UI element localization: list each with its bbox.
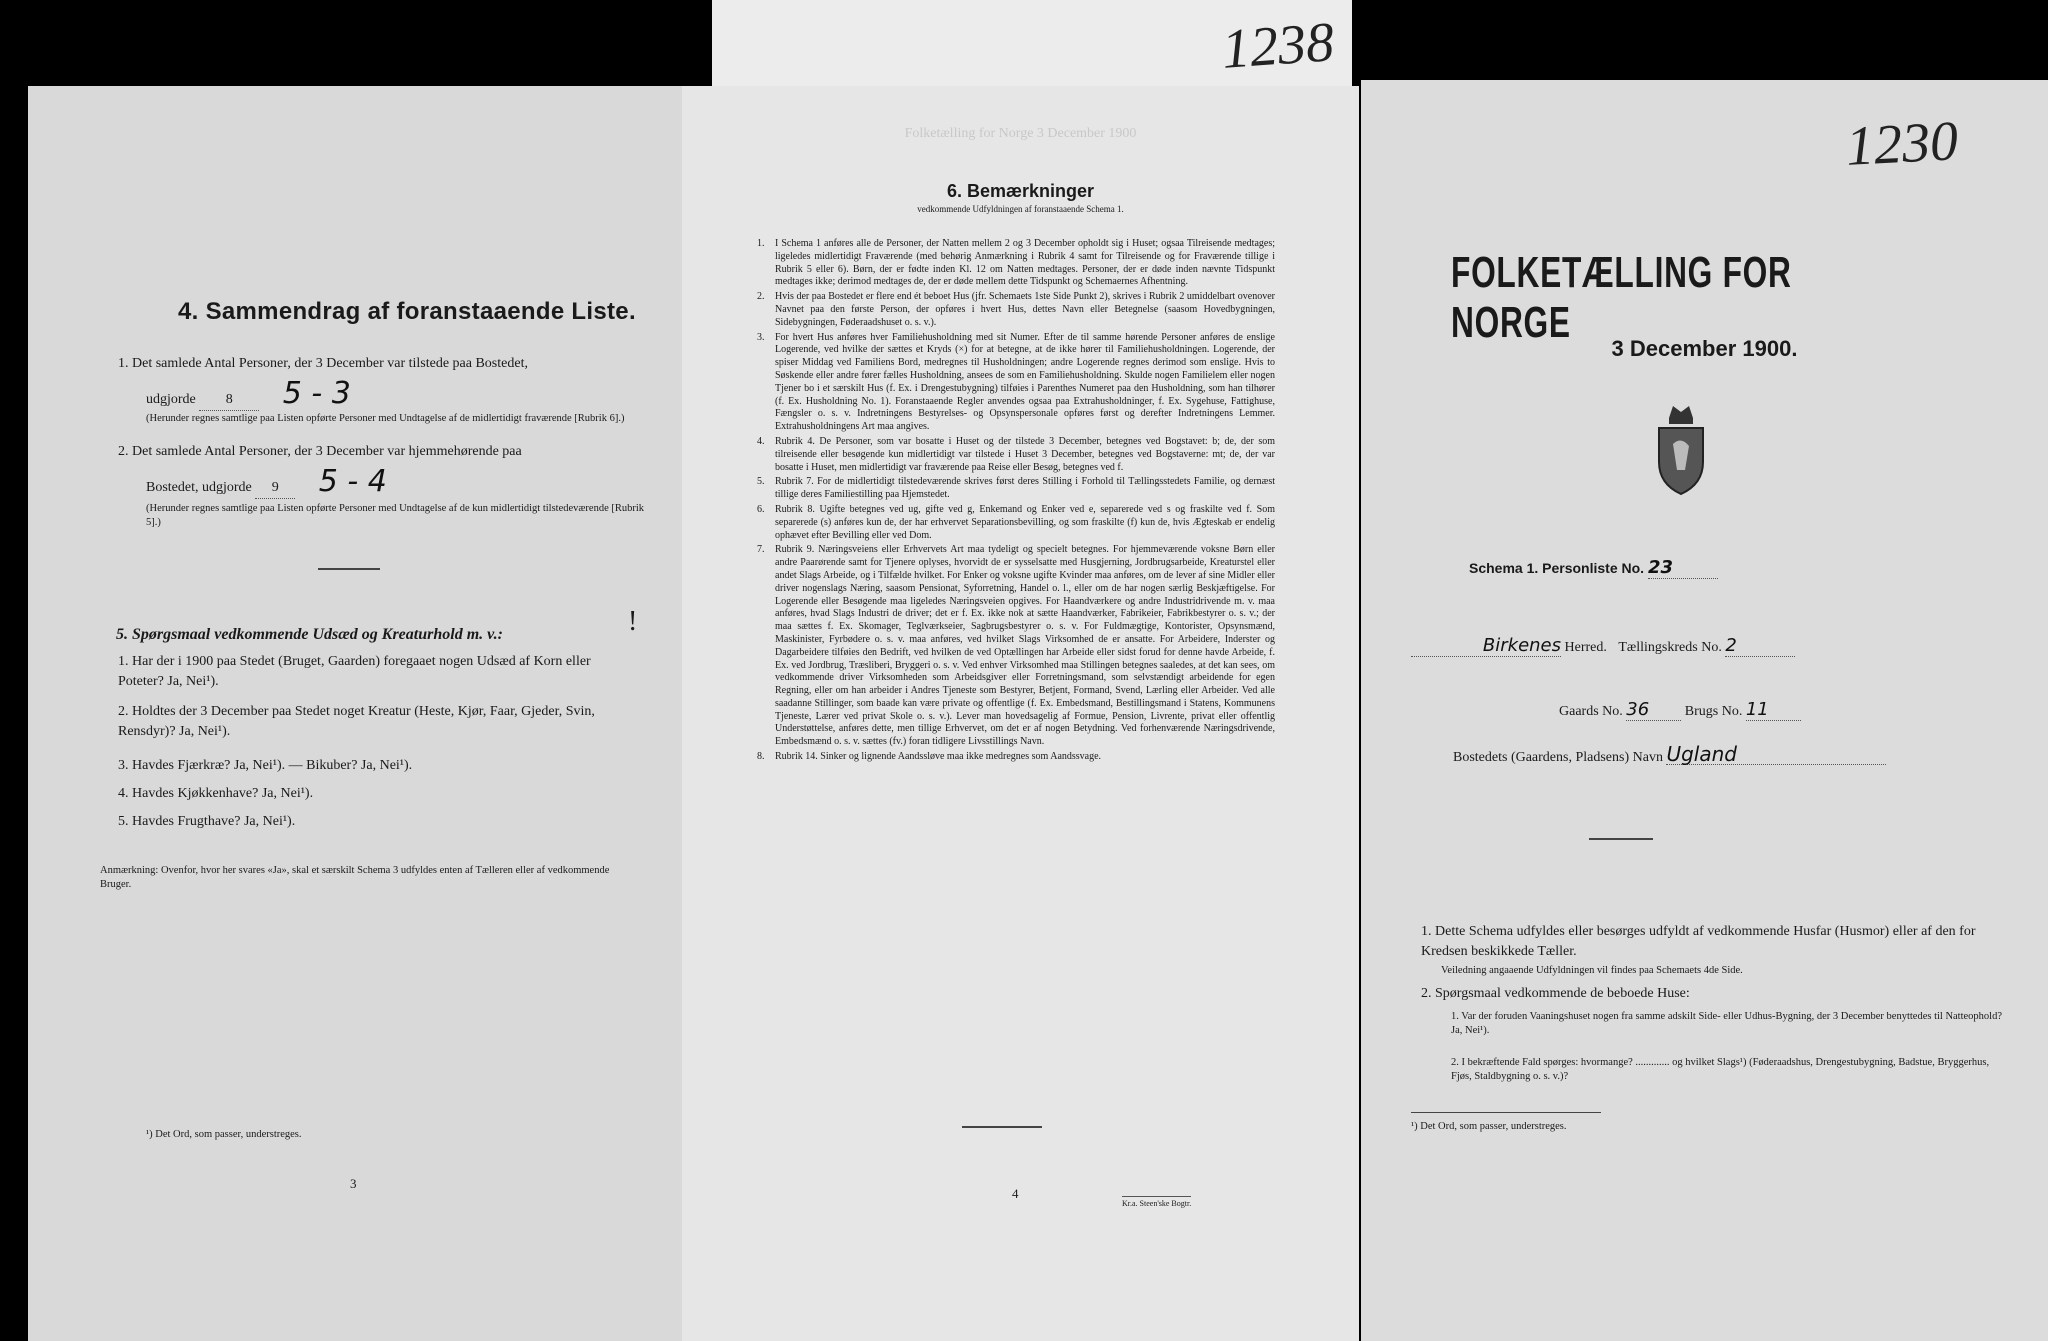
form-date: 3 December 1900. <box>1611 336 1798 361</box>
item1-note: (Herunder regnes samtlige paa Listen opførte Personer med Undtagelse af de midlertidigt fraværende [Rubrik 6].) <box>146 413 625 424</box>
bosted-label: Bostedets (Gaardens, Pladsens) Navn <box>1453 750 1663 765</box>
herred-line <box>1411 636 1981 658</box>
schema-value: 23 <box>1648 558 1718 579</box>
remark: Anmærkning: Ovenfor, hvor her svares «Ja», skal et særskilt Schema 3 udfyldes enten af Tælleren eller af vedkommende Bruger. <box>100 865 610 890</box>
kreds-label: Tællingskreds No. <box>1618 640 1722 655</box>
section5-title: 5. Spørgsmaal vedkommende Udsæd og Kreaturhold m. v.: <box>116 626 503 643</box>
remark-item: 7. Rubrik 9. Næringsveiens eller Erhvervets Art maa tydeligt og specielt betegnes. For hjemmeværende voksne Børn eller andre Paarørende samt for Tjenere oplyses, hvorvidt de er sysselsatte med Husgjerning, Jordbrugsarbeide, Kreaturstel eller andet Slags Arbeide, og i Tilfælde hvilket. For Enker og voksne ugifte Kvinder maa anføres, om de lever af sine Midler eller driver nogenslags Næring, saasom Pensionat, Syforretning, Handel o. l., eller om de har nogen særlig Beskjæftigelse. For Logerende eller Besøgende maa ligeledes Næringsveien opgives. For Haandværkere og andre Industridrivende m. v. maa anføres, hvad Slags Industri de driver; det er f. Ex. ikke nok at sætte Haandværker, Fabrikeier, Fabrikbestyrer o. s. v.; der maa sættes f. Ex. Skomager, Teglværkseier, Sagbrugsbestyrer o. s. v. For Fuldmægtige, Kontorister, Opsynsmænd, Maskinister, Fyrbødere o. s. v. maa anføres, ved hvilket Slags Virksomhed de er ansatte. For Arbeidere, Inderster og Dagarbeidere tilføies den Bedrift, ved hvilken de ved Optællingen har Arbeide eller sidst forud for denne havde Arbeide, f. Ex. ved Jordbrug, Træsliberi, Bryggeri o. s. v. Ved enhver Virksomhed maa Stillingen betegnes saaledes, at det kan sees, om vedkommende driver Virksomheden som Arbeidsgiver eller Forretningsmand, som selvstændigt arbeidende for egen Regning, eller om han arbeider i Andres Tjeneste som Bestyrer, Betjent, Formand, Svend, Lærling eller Arbeider. Ved alle saadanne Stillinger, som baade kan være private og offentlige (f. Ex. Embedsmand, Bestillingsmand i Statens, Kommunens Tjeneste, Lærer ved privat Skole o. s. v.). Lever man hovedsagelig af Formue, Pension, Livrente, privat eller offentlig Understøttelse, anføres dette, men tillige Erhvervet, om det er af nogen Betydning. Ved forhenværende Næringsdrivende, Embedsmænd o. s. v. sættes (fv.) foran tidligere Livsstillings Navn. <box>757 544 1275 748</box>
instruction-1-note: Veiledning angaaende Udfyldningen vil findes paa Schemaets 4de Side. <box>1441 965 1743 976</box>
right-page <box>1361 80 2048 1341</box>
gaards-value: 36 <box>1626 700 1681 721</box>
item2-hand-value: 5 - 4 <box>318 464 387 499</box>
middle-page <box>682 86 1359 1341</box>
instruction-1: 1. Dette Schema udfyldes eller besørges udfyldt af vedkommende Husfar (Husmor) eller af den for Kredsen beskikkede Tæller. <box>1421 924 1976 959</box>
left-page <box>28 86 683 1341</box>
herred-label: Herred. <box>1564 640 1607 655</box>
archive-ref-top: 1238 <box>1219 11 1337 81</box>
divider <box>962 1126 1042 1128</box>
bosted-value: Ugland <box>1666 744 1886 765</box>
divider <box>318 568 380 570</box>
item2-line1: 2. Det samlede Antal Personer, der 3 December var hjemmehørende paa <box>118 444 522 459</box>
footnote: ¹) Det Ord, som passer, understreges. <box>146 1129 302 1140</box>
archive-ref-corner: 1230 <box>1844 110 1960 178</box>
faded-header: Folketælling for Norge 3 December 1900 <box>904 126 1137 141</box>
footnote-rule <box>1411 1112 1601 1113</box>
remark-item: 1. I Schema 1 anføres alle de Personer, der Natten mellem 2 og 3 December opholdt sig i Huset; ogsaa Tilreisende medtages; ligeledes midlertidigt Fraværende (med behørig Anmærkning i Rubrik 4 samt for Tilreisende og for Fraværende tillige i Rubrik 5 eller 6). Børn, der er fødte inden Kl. 12 om Natten medtages. Personer, der er døde inden nævnte Tidspunkt medtages ikke; derimod medtages de, der er døde mellem dette Tidspunkt og Schemaernes Afhentning. <box>757 238 1275 288</box>
item2-print-value: 9 <box>255 478 295 499</box>
item1-print-value: 8 <box>199 390 259 411</box>
gaards-label: Gaards No. <box>1559 704 1623 719</box>
printer-mark: Kr.a. Steen'ske Bogtr. <box>1122 1196 1191 1208</box>
brugs-label: Brugs No. <box>1684 704 1743 719</box>
remarks-subtitle: vedkommende Udfyldningen af foranstaaende Schema 1. <box>917 204 1124 214</box>
remark-item: 6. Rubrik 8. Ugifte betegnes ved ug, gifte ved g, Enkemand og Enker ved e, separerede ved s og fraskilte ved f. Som separerede (s) anføres kun de, der har erhvervet Separationsbevilling, og som fraskilte (f) kun de, hvis Ægteskab er endelig ophævet efter Bevilling eller ved Dom. <box>757 503 1275 541</box>
item2-note: (Herunder regnes samtlige paa Listen opførte Personer med Undtagelse af de kun midlertidigt tilstedeværende [Rubrik 5].) <box>146 503 645 528</box>
item1-line2 <box>146 376 683 411</box>
page-number: 4 <box>1012 1186 1019 1201</box>
item2-line2 <box>146 464 683 499</box>
question-4: 4. Havdes Kjøkkenhave? Ja, Nei¹). <box>118 786 314 801</box>
question-1: 1. Har der i 1900 paa Stedet (Bruget, Gaarden) foregaaet nogen Udsæd af Korn eller Poteter? Ja, Nei¹). <box>118 654 591 689</box>
remark-item: 2. Hvis der paa Bostedet er flere end ét beboet Hus (jfr. Schemaets 1ste Side Punkt 2), skrives i Rubrik 2 umiddelbart ovenover Navnet paa den første Person, der opføres i hvert Hus, dettes Navn eller Betegnelse (saasom Hovedbygningen, Sidebygningen, Føderaadshuset o. s. v.). <box>757 291 1275 328</box>
coat-of-arms-icon <box>1651 400 1711 501</box>
item1-line1: 1. Det samlede Antal Personer, der 3 December var tilstede paa Bostedet, <box>118 356 528 371</box>
question-3: 3. Havdes Fjærkræ? Ja, Nei¹). — Bikuber? Ja, Nei¹). <box>118 758 413 773</box>
section4-title: 4. Sammendrag af foranstaaende Liste. <box>178 298 636 325</box>
schema-line <box>1469 558 1718 579</box>
footnote: ¹) Det Ord, som passer, understreges. <box>1411 1121 1567 1132</box>
question-2: 2. Holdtes der 3 December paa Stedet noget Kreatur (Heste, Kjør, Faar, Gjeder, Svin, Rensdyr)? Ja, Nei¹). <box>118 704 595 739</box>
brugs-value: 11 <box>1746 700 1801 721</box>
kreds-value: 2 <box>1725 636 1795 657</box>
section5-mark: ! <box>628 606 638 637</box>
remark-item: 8. Rubrik 14. Sinker og lignende Aandssløve maa ikke medregnes som Aandssvage. <box>757 751 1102 763</box>
herred-value: Birkenes <box>1411 636 1561 657</box>
divider <box>1589 838 1653 840</box>
remark-item: 4. Rubrik 4. De Personer, som var bosatte i Huset og der tilstede 3 December, betegnes ved Bogstavet: b; de, der som tilreisende eller besøgende kun midlertidigt var tilstede i Huset 3 December, betegnes ved Bogstaverne: mt; de, der var bosatte i Huset, men midlertidigt var fraværende paa Reise eller Besøg, betegnes ved f. <box>757 435 1275 473</box>
gaards-line <box>1559 700 1801 722</box>
form-title: FOLKETÆLLING FOR NORGE <box>1451 248 1792 347</box>
remarks-title: 6. Bemærkninger <box>946 181 1095 201</box>
item1-hand-value: 5 - 3 <box>282 376 351 411</box>
bosted-line <box>1453 744 1886 768</box>
schema-label: Schema 1. Personliste No. <box>1469 560 1645 576</box>
remarks-list <box>757 238 1277 766</box>
remark-item: 5. Rubrik 7. For de midlertidigt tilstedeværende skrives først deres Stilling i Forhold til Tællingsstedets Familie, og dernæst tillige deres Familiestilling paa Hjemstedet. <box>757 476 1275 501</box>
item2-label: Bostedet, udgjorde <box>146 480 252 495</box>
question-5: 5. Havdes Frugthave? Ja, Nei¹). <box>118 814 296 829</box>
item1-label: udgjorde <box>146 392 196 407</box>
instruction-2-q2: 2. I bekræftende Fald spørges: hvormange? ............. og hvilket Slags¹) (Føderaadshus, Drengestubygning, Badstue, Bryggerhus, Fjøs, Staldbygning o. s. v.)? <box>1451 1057 1990 1082</box>
page-number: 3 <box>350 1176 357 1191</box>
instruction-2: 2. Spørgsmaal vedkommende de beboede Huse: <box>1421 986 1690 1001</box>
remark-item: 3. For hvert Hus anføres hver Familiehusholdning med sit Numer. Efter de til samme hørende Personer anføres de enslige Logerende, ved hvilke der sættes et Kryds (×) for at betegne, at de ikke hører til Familiehusholdningen. Logerende, der spiser Middag ved Familiens Bord, medregnes til Husholdningen; andre Logerende regnes derimod som enslige. Hvis to Søskende eller andre fører fælles Husholdning, ansees de som en Familiehusholdning. Skulde nogen Familielem eller nogen Tjener bo i et særskilt Hus (f. Ex. i Drengestubygning) tilføies i Parenthes Numeret paa den Husholdning, som han tilhører (f. Ex. Husholdning No. 1). Foranstaaende Regler anvendes ogsaa paa Extrahusholdninger, f. Ex. Sygehuse, Fattighuse, Fængsler o. s. v. Indretningens Bestyrelses- og Opsynspersonale opføres først og derefter Indretningens Lemmer. Extrahusholdningens Art maa angives. <box>757 331 1275 433</box>
instruction-2-q1: 1. Var der foruden Vaaningshuset nogen fra samme adskilt Side- eller Udhus-Bygning, der 3 December benyttedes til Natteophold? Ja, Nei¹). <box>1451 1011 2003 1036</box>
